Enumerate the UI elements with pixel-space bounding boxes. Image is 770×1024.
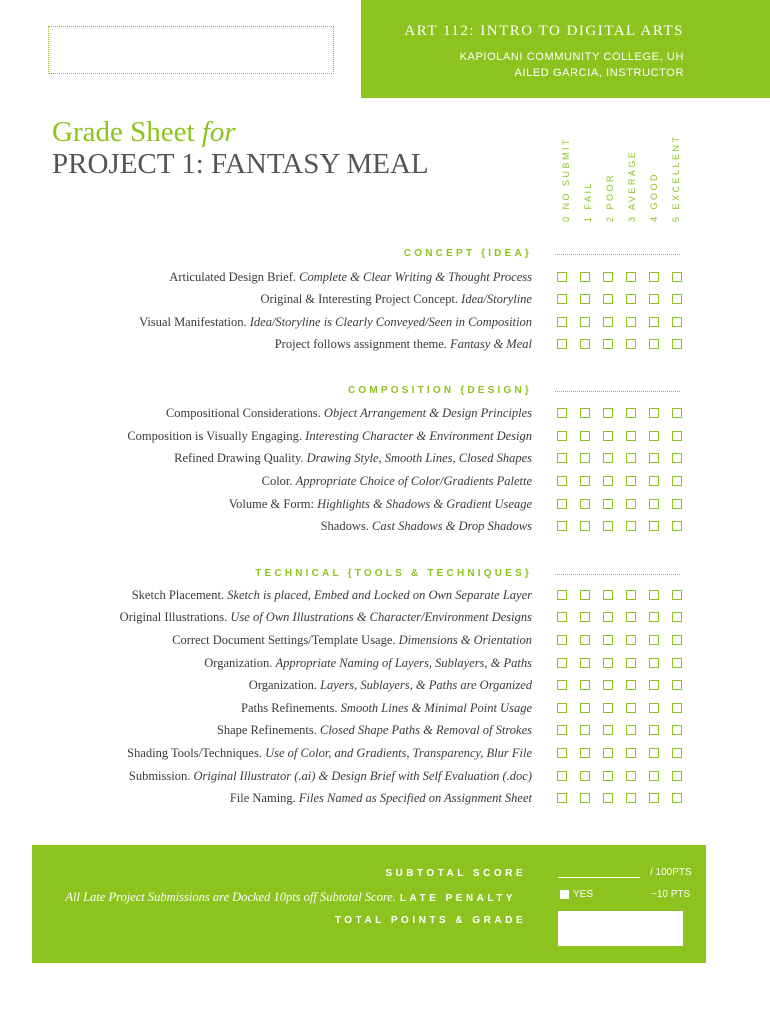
- rating-checkbox-1[interactable]: [580, 748, 590, 758]
- rating-checkbox-3[interactable]: [626, 590, 636, 600]
- rating-checkbox-1[interactable]: [580, 499, 590, 509]
- rating-checkboxes: [557, 408, 685, 420]
- criterion-detail: Sketch is placed, Embed and Locked on Own Separate Layer: [227, 588, 532, 602]
- section-title: TECHNICAL {TOOLS & TECHNIQUES}: [255, 568, 532, 579]
- rating-checkbox-4[interactable]: [649, 521, 659, 531]
- rating-checkbox-5[interactable]: [672, 748, 682, 758]
- rating-checkbox-2[interactable]: [603, 703, 613, 713]
- rating-checkboxes: [557, 612, 685, 624]
- rating-checkboxes: [557, 317, 685, 329]
- subtotal-score-line[interactable]: [558, 877, 640, 878]
- rating-checkbox-0[interactable]: [557, 272, 567, 282]
- rating-checkboxes: [557, 658, 685, 670]
- rating-checkbox-3[interactable]: [626, 272, 636, 282]
- rating-checkbox-4[interactable]: [649, 408, 659, 418]
- rating-checkboxes: [557, 521, 685, 533]
- criterion-label: Paths Refinements.: [241, 701, 338, 715]
- criterion-text: [166, 406, 532, 421]
- criterion-detail: Object Arrangement & Design Principles: [323, 406, 532, 420]
- rating-checkbox-3[interactable]: [626, 748, 636, 758]
- rating-checkbox-2[interactable]: [603, 680, 613, 690]
- rating-checkbox-5[interactable]: [672, 635, 682, 645]
- page-title: [52, 116, 236, 149]
- rating-checkboxes: [557, 499, 685, 511]
- rating-checkboxes: [557, 453, 685, 465]
- criterion-detail: Layers, Sublayers, & Paths are Organized: [320, 678, 532, 692]
- rating-checkbox-3[interactable]: [626, 453, 636, 463]
- criterion-detail: Smooth Lines & Minimal Point Usage: [340, 701, 532, 715]
- rating-checkbox-3[interactable]: [626, 476, 636, 486]
- rating-checkbox-2[interactable]: [603, 294, 613, 304]
- criterion-label: Articulated Design Brief.: [169, 270, 296, 284]
- rating-checkbox-1[interactable]: [580, 793, 590, 803]
- rating-checkbox-3[interactable]: [626, 635, 636, 645]
- rating-checkbox-5[interactable]: [672, 317, 682, 327]
- rating-checkbox-1[interactable]: [580, 658, 590, 668]
- title-for: for: [201, 116, 236, 148]
- criterion-detail: Highlights & Shadows & Gradient Useage: [317, 497, 532, 511]
- rating-checkboxes: [557, 771, 685, 783]
- total-grade-box[interactable]: [558, 911, 683, 946]
- late-note-text: All Late Project Submissions are Docked 10pts off Subtotal Score.: [65, 890, 396, 904]
- rating-checkbox-4[interactable]: [649, 317, 659, 327]
- rating-checkbox-1[interactable]: [580, 317, 590, 327]
- rating-checkbox-3[interactable]: [626, 499, 636, 509]
- rating-checkbox-1[interactable]: [580, 703, 590, 713]
- criterion-detail: Appropriate Naming of Layers, Sublayers, & Paths: [275, 656, 532, 670]
- criterion-detail: Fantasy & Meal: [450, 337, 532, 351]
- criterion-text: [241, 701, 532, 716]
- rating-checkbox-4[interactable]: [649, 748, 659, 758]
- rating-checkbox-0[interactable]: [557, 635, 567, 645]
- section-divider: [555, 254, 680, 255]
- rating-checkbox-2[interactable]: [603, 590, 613, 600]
- rating-checkbox-1[interactable]: [580, 476, 590, 486]
- rating-checkbox-4[interactable]: [649, 476, 659, 486]
- rating-checkbox-2[interactable]: [603, 793, 613, 803]
- rating-checkbox-5[interactable]: [672, 703, 682, 713]
- rating-checkbox-3[interactable]: [626, 793, 636, 803]
- rating-checkbox-5[interactable]: [672, 725, 682, 735]
- rating-checkbox-4[interactable]: [649, 703, 659, 713]
- rating-checkbox-5[interactable]: [672, 294, 682, 304]
- rating-checkbox-2[interactable]: [603, 612, 613, 622]
- criterion-text: [261, 292, 532, 307]
- criterion-detail: Use of Own Illustrations & Character/Environment Designs: [230, 610, 532, 624]
- section-title: CONCEPT {IDEA}: [403, 248, 532, 259]
- rating-checkbox-3[interactable]: [626, 771, 636, 781]
- rating-checkbox-3[interactable]: [626, 725, 636, 735]
- criterion-label: Volume & Form:: [228, 497, 314, 511]
- penalty-points: −10 PTS: [651, 889, 691, 900]
- criterion-text: [132, 588, 532, 603]
- rating-checkbox-1[interactable]: [580, 431, 590, 441]
- criterion-text: [139, 315, 532, 330]
- rating-checkbox-2[interactable]: [603, 521, 613, 531]
- criterion-label: Refined Drawing Quality.: [174, 451, 304, 465]
- subtotal-label: SUBTOTAL SCORE: [385, 868, 526, 879]
- criterion-text: [249, 678, 532, 693]
- criterion-label: Submission.: [128, 769, 191, 783]
- rating-checkbox-5[interactable]: [672, 339, 682, 349]
- rating-checkbox-4[interactable]: [649, 771, 659, 781]
- rating-checkbox-3[interactable]: [626, 431, 636, 441]
- rating-checkbox-2[interactable]: [603, 339, 613, 349]
- scale-label-text: 0 NO SUBMIT: [561, 136, 571, 222]
- project-title: PROJECT 1: FANTASY MEAL: [52, 148, 429, 180]
- rating-checkbox-5[interactable]: [672, 612, 682, 622]
- rating-checkbox-0[interactable]: [557, 521, 567, 531]
- rating-checkbox-1[interactable]: [580, 521, 590, 531]
- criterion-text: [230, 791, 532, 806]
- rating-checkbox-2[interactable]: [603, 317, 613, 327]
- rating-checkbox-1[interactable]: [580, 339, 590, 349]
- rating-checkbox-3[interactable]: [626, 408, 636, 418]
- subtotal-max: / 100PTS: [650, 867, 692, 878]
- rating-checkbox-4[interactable]: [649, 431, 659, 441]
- criterion-text: [321, 519, 532, 534]
- rating-checkbox-0[interactable]: [557, 339, 567, 349]
- criterion-label: Original & Interesting Project Concept.: [260, 292, 459, 306]
- rating-checkbox-4[interactable]: [649, 590, 659, 600]
- scale-label-text: 4 GOOD: [649, 171, 659, 222]
- rating-checkbox-5[interactable]: [672, 431, 682, 441]
- criterion-text: [174, 451, 532, 466]
- title-main: Grade Sheet: [52, 116, 195, 148]
- scale-label-text: 3 AVERAGE: [627, 149, 637, 222]
- rating-checkbox-3[interactable]: [626, 680, 636, 690]
- rating-checkboxes: [557, 725, 685, 737]
- criterion-detail: Interesting Character & Environment Design: [305, 429, 532, 443]
- criterion-detail: Drawing Style, Smooth Lines, Closed Shapes: [306, 451, 532, 465]
- criterion-label: Composition is Visually Engaging.: [127, 429, 303, 443]
- scale-label-text: 2 POOR: [605, 172, 615, 222]
- rating-checkboxes: [557, 680, 685, 692]
- score-footer: [32, 845, 706, 963]
- criterion-text: [120, 610, 532, 625]
- rating-checkbox-2[interactable]: [603, 476, 613, 486]
- criterion-detail: Closed Shape Paths & Removal of Strokes: [319, 723, 532, 737]
- rating-checkbox-0[interactable]: [557, 453, 567, 463]
- criterion-text: [129, 769, 532, 784]
- rating-checkbox-4[interactable]: [649, 339, 659, 349]
- criterion-detail: Original Illustrator (.ai) & Design Brief with Self Evaluation (.doc): [193, 769, 532, 783]
- rating-checkbox-2[interactable]: [603, 272, 613, 282]
- rating-checkbox-4[interactable]: [649, 680, 659, 690]
- rating-checkbox-1[interactable]: [580, 408, 590, 418]
- rating-checkboxes: [557, 272, 685, 284]
- total-label: TOTAL POINTS & GRADE: [334, 915, 526, 926]
- rating-checkbox-1[interactable]: [580, 590, 590, 600]
- rating-checkbox-1[interactable]: [580, 612, 590, 622]
- criterion-label: Color.: [261, 474, 293, 488]
- criterion-detail: Files Named as Specified on Assignment Sheet: [298, 791, 532, 805]
- rating-checkbox-5[interactable]: [672, 499, 682, 509]
- course-title: ART 112: INTRO TO DIGITAL ARTS: [404, 23, 684, 39]
- rating-checkbox-4[interactable]: [649, 612, 659, 622]
- rating-checkbox-0[interactable]: [557, 748, 567, 758]
- rating-checkbox-4[interactable]: [649, 658, 659, 668]
- header-band: [361, 0, 770, 98]
- late-penalty-label: LATE PENALTY: [399, 893, 516, 904]
- rating-checkbox-1[interactable]: [580, 680, 590, 690]
- rating-checkbox-0[interactable]: [557, 680, 567, 690]
- section-title: COMPOSITION {DESIGN}: [347, 385, 532, 396]
- student-name-field[interactable]: [48, 26, 334, 74]
- criterion-label: Project follows assignment theme.: [274, 337, 447, 351]
- rating-checkbox-1[interactable]: [580, 725, 590, 735]
- rating-checkboxes: [557, 294, 685, 306]
- rating-checkboxes: [557, 339, 685, 351]
- rating-checkboxes: [557, 793, 685, 805]
- criterion-label: Shading Tools/Techniques.: [127, 746, 262, 760]
- rating-checkbox-5[interactable]: [672, 658, 682, 668]
- rating-checkbox-0[interactable]: [557, 317, 567, 327]
- rating-checkbox-2[interactable]: [603, 771, 613, 781]
- criterion-text: [169, 270, 532, 285]
- criterion-label: File Naming.: [229, 791, 296, 805]
- rating-checkbox-3[interactable]: [626, 658, 636, 668]
- rating-checkbox-2[interactable]: [603, 499, 613, 509]
- rating-checkbox-2[interactable]: [603, 453, 613, 463]
- rating-checkbox-0[interactable]: [557, 408, 567, 418]
- rating-checkbox-0[interactable]: [557, 590, 567, 600]
- criterion-label: Visual Manifestation.: [139, 315, 247, 329]
- rating-checkbox-0[interactable]: [557, 612, 567, 622]
- rating-checkbox-4[interactable]: [649, 294, 659, 304]
- rating-checkbox-0[interactable]: [557, 431, 567, 441]
- rating-checkboxes: [557, 476, 685, 488]
- rating-checkbox-3[interactable]: [626, 294, 636, 304]
- rating-checkbox-1[interactable]: [580, 294, 590, 304]
- criterion-detail: Cast Shadows & Drop Shadows: [372, 519, 532, 533]
- criterion-label: Organization.: [248, 678, 317, 692]
- rating-checkbox-0[interactable]: [557, 294, 567, 304]
- college-name: KAPIOLANI COMMUNITY COLLEGE, UH: [459, 51, 684, 63]
- rating-checkbox-5[interactable]: [672, 408, 682, 418]
- criterion-text: [229, 497, 532, 512]
- late-penalty-note: [65, 890, 516, 905]
- rating-checkbox-2[interactable]: [603, 658, 613, 668]
- criterion-label: Compositional Considerations.: [165, 406, 321, 420]
- criterion-label: Original Illustrations.: [119, 610, 228, 624]
- rating-checkbox-1[interactable]: [580, 272, 590, 282]
- criterion-detail: Use of Color, and Gradients, Transparency, Blur File: [265, 746, 532, 760]
- criterion-detail: Idea/Storyline: [461, 292, 532, 306]
- rating-checkbox-0[interactable]: [557, 703, 567, 713]
- rating-checkboxes: [557, 635, 685, 647]
- rating-checkbox-3[interactable]: [626, 703, 636, 713]
- rating-checkbox-3[interactable]: [626, 612, 636, 622]
- rating-checkbox-3[interactable]: [626, 317, 636, 327]
- rating-checkbox-0[interactable]: [557, 771, 567, 781]
- criterion-label: Sketch Placement.: [131, 588, 225, 602]
- rating-checkbox-0[interactable]: [557, 725, 567, 735]
- section-divider: [555, 391, 680, 392]
- rating-checkbox-4[interactable]: [649, 499, 659, 509]
- rating-checkbox-1[interactable]: [580, 771, 590, 781]
- scale-label-text: 1 FAIL: [583, 180, 593, 222]
- rating-checkbox-4[interactable]: [649, 453, 659, 463]
- rating-checkbox-0[interactable]: [557, 658, 567, 668]
- criterion-text: [275, 337, 532, 352]
- criterion-text: [204, 656, 532, 671]
- section-divider: [555, 574, 680, 575]
- criterion-detail: Appropriate Choice of Color/Gradients Palette: [295, 474, 532, 488]
- scale-label-text: 5 EXCELLENT: [671, 134, 681, 222]
- rating-checkbox-0[interactable]: [557, 499, 567, 509]
- rating-checkbox-2[interactable]: [603, 635, 613, 645]
- criterion-detail: Complete & Clear Writing & Thought Process: [299, 270, 532, 284]
- late-yes-checkbox[interactable]: [560, 890, 569, 899]
- rating-checkbox-0[interactable]: [557, 476, 567, 486]
- rating-checkbox-0[interactable]: [557, 793, 567, 803]
- criterion-text: [262, 474, 532, 489]
- rating-checkbox-4[interactable]: [649, 272, 659, 282]
- criterion-text: [217, 723, 532, 738]
- rating-checkbox-2[interactable]: [603, 748, 613, 758]
- rating-checkbox-1[interactable]: [580, 635, 590, 645]
- rating-checkbox-3[interactable]: [626, 521, 636, 531]
- rating-checkbox-5[interactable]: [672, 476, 682, 486]
- rating-checkbox-5[interactable]: [672, 590, 682, 600]
- criterion-label: Shadows.: [320, 519, 369, 533]
- rating-checkbox-2[interactable]: [603, 408, 613, 418]
- rating-checkbox-4[interactable]: [649, 635, 659, 645]
- criterion-label: Organization.: [204, 656, 273, 670]
- criterion-detail: Idea/Storyline is Clearly Conveyed/Seen in Composition: [249, 315, 532, 329]
- rating-checkbox-4[interactable]: [649, 793, 659, 803]
- rating-checkboxes: [557, 431, 685, 443]
- rating-checkbox-5[interactable]: [672, 680, 682, 690]
- yes-label: YES: [573, 889, 594, 900]
- rating-checkbox-4[interactable]: [649, 725, 659, 735]
- rating-checkbox-5[interactable]: [672, 272, 682, 282]
- rating-checkbox-3[interactable]: [626, 339, 636, 349]
- rating-checkbox-2[interactable]: [603, 725, 613, 735]
- instructor-name: AILED GARCIA, INSTRUCTOR: [514, 67, 684, 79]
- rating-checkboxes: [557, 748, 685, 760]
- rating-checkbox-5[interactable]: [672, 771, 682, 781]
- criterion-text: [127, 429, 532, 444]
- rating-checkboxes: [557, 590, 685, 602]
- criterion-text: [127, 746, 532, 761]
- rating-checkbox-5[interactable]: [672, 793, 682, 803]
- rating-checkbox-5[interactable]: [672, 521, 682, 531]
- rating-checkbox-2[interactable]: [603, 431, 613, 441]
- rating-checkbox-1[interactable]: [580, 453, 590, 463]
- criterion-label: Correct Document Settings/Template Usage.: [172, 633, 396, 647]
- criterion-text: [172, 633, 532, 648]
- criterion-label: Shape Refinements.: [216, 723, 317, 737]
- rating-checkbox-5[interactable]: [672, 453, 682, 463]
- rating-checkboxes: [557, 703, 685, 715]
- criterion-detail: Dimensions & Orientation: [398, 633, 532, 647]
